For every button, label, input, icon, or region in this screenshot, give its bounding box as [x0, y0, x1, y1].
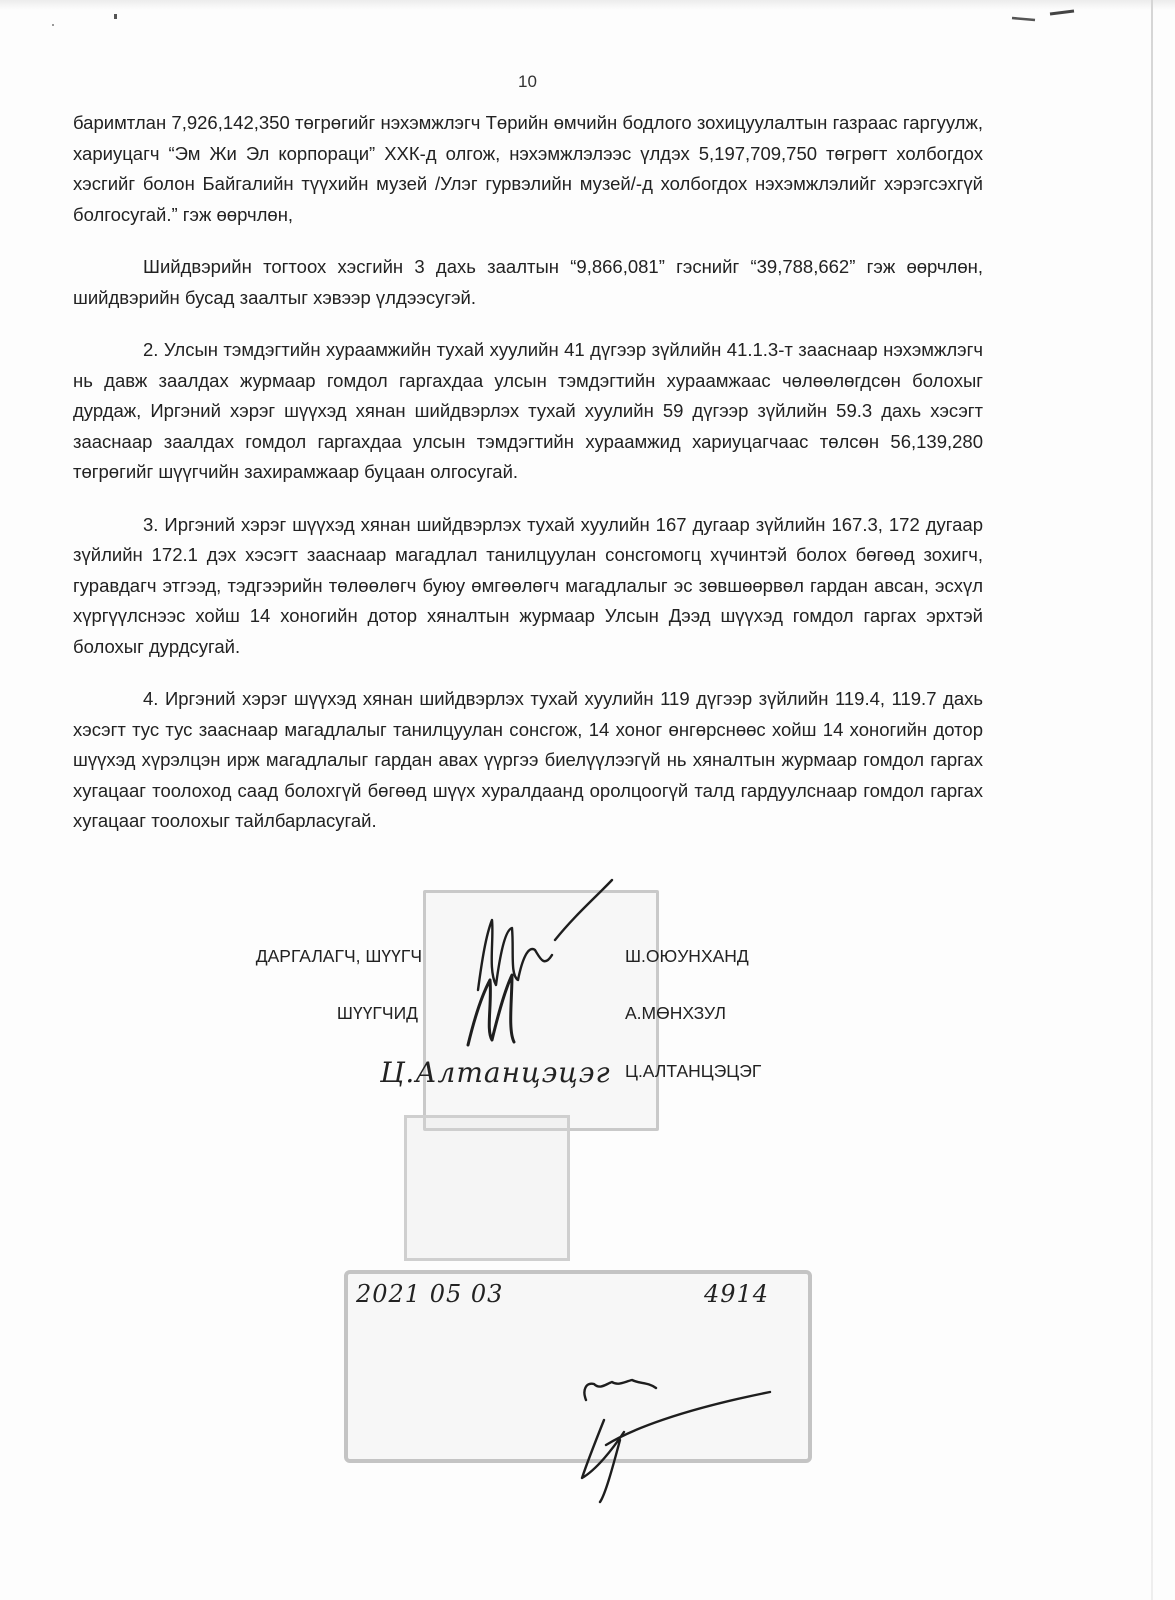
judge2-signature-handwritten: Ц.Алтанцэцэг — [380, 1056, 611, 1089]
stamp-number-handwritten: 4914 — [704, 1280, 770, 1308]
presiding-name: Ш.ОЮУНХАНД — [625, 946, 749, 966]
page-number: 10 — [518, 72, 537, 91]
judge2-name: Ц.АЛТАНЦЭЦЭГ — [625, 1061, 762, 1081]
signature-date-stamp — [582, 1380, 770, 1502]
stamp-date-handwritten: 2021 05 03 — [356, 1280, 504, 1308]
judge1-name: А.МӨНХЗУЛ — [625, 1003, 727, 1023]
presiding-role: ДАРГАЛАГЧ, ШҮҮГЧ — [255, 946, 422, 966]
signature-judge-1 — [468, 975, 514, 1045]
signature-presiding — [478, 880, 612, 990]
paragraph-item-3: 3. Иргэний хэрэг шүүхэд хянан шийдвэрлэх тухай хуулийн 167 дугаар зүйлийн 167.3, 172 дугаар зүйлийн 172.1 дэх хэсэгт зааснаар магадлал танилцуулан сонсгомогц хүчинтэй болох бөгөөд зохигч, гуравдагч этгээд, тэдгээрийн төлөөлөгч буюу өмгөөлөгч магадлалыг эс зөвшөөрвөл гардан авсан, эсхүл хүргүүлснээс хойш 14 хоногийн дотор хяналтын журмаар Улсын Дээд шүүхэд гомдол гаргах эрхтэй болохыг дурдсугай. — [73, 513, 983, 657]
paragraph-item-4: 4. Иргэний хэрэг шүүхэд хянан шийдвэрлэх тухай хуулийн 119 дүгээр зүйлийн 119.4, 119.7 дахь хэсэгт тус тус зааснаар магадлалыг танилцуулан сонсгож, 14 хоног өнгөрснөөс хойш 14 хоногийн дотор шүүхэд хүрэлцэн ирж магадлалыг гардан авах үүргээ биелүүлээгүй нь хяналтын журмаар гомдол гаргах хугацааг тоолоход саад болохгүй бөгөөд шүүх хуралдаанд оролцоогүй талд гардуулснаар гомдол гаргах хугацааг тоолохыг тайлбарласугай. — [73, 688, 983, 831]
paragraph-decision-clause: Шийдвэрийн тогтоох хэсгийн 3 дахь заалтын “9,866,081” гэснийг “39,788,662” гэж өөрчлөн, шийдвэрийн бусад заалтыг хэвээр үлдээсугэй. — [73, 256, 983, 308]
judges-role: ШҮҮГЧИД — [336, 1003, 418, 1023]
paragraph-item-2: 2. Улсын тэмдэгтийн хураамжийн тухай хуулийн 41 дүгээр зүйлийн 41.1.3-т зааснаар нэхэмжлэгч нь давж заалдах журмаар гомдол гаргахдаа улсын тэмдэгтийн хураамжаас чөлөөлөгдсөн болохыг дурдаж, Иргэний хэрэг шүүхэд хянан шийдвэрлэх тухай хуулийн 59 дүгээр зүйлийн 59.3 дахь хэсэгт зааснаар заалдах гомдол гаргахдаа улсын тэмдэгтийн хураамжид хариуцагчаас төлсөн 56,139,280 төгрөгийг шүүгчийн захирамжаар буцаан олгосугай. — [73, 339, 983, 482]
paragraph-continuation: баримтлан 7,926,142,350 төгрөгийг нэхэмжлэгч Төрийн өмчийн бодлого зохицуулалтын газраас гаргуулж, хариуцагч “Эм Жи Эл корпораци” ХХК-д олгож, нэхэмжлэлээс үлдэх 5,197,709,750 төгрөгт холбогдох хэсгийг болон Байгалийн түүхийн музей /Улэг гурвэлийн музей/-д холбогдох нэхэмжлэлийг хэрэгсэхгүй болгосугай.” гэж өөрчлөн, — [73, 112, 983, 225]
